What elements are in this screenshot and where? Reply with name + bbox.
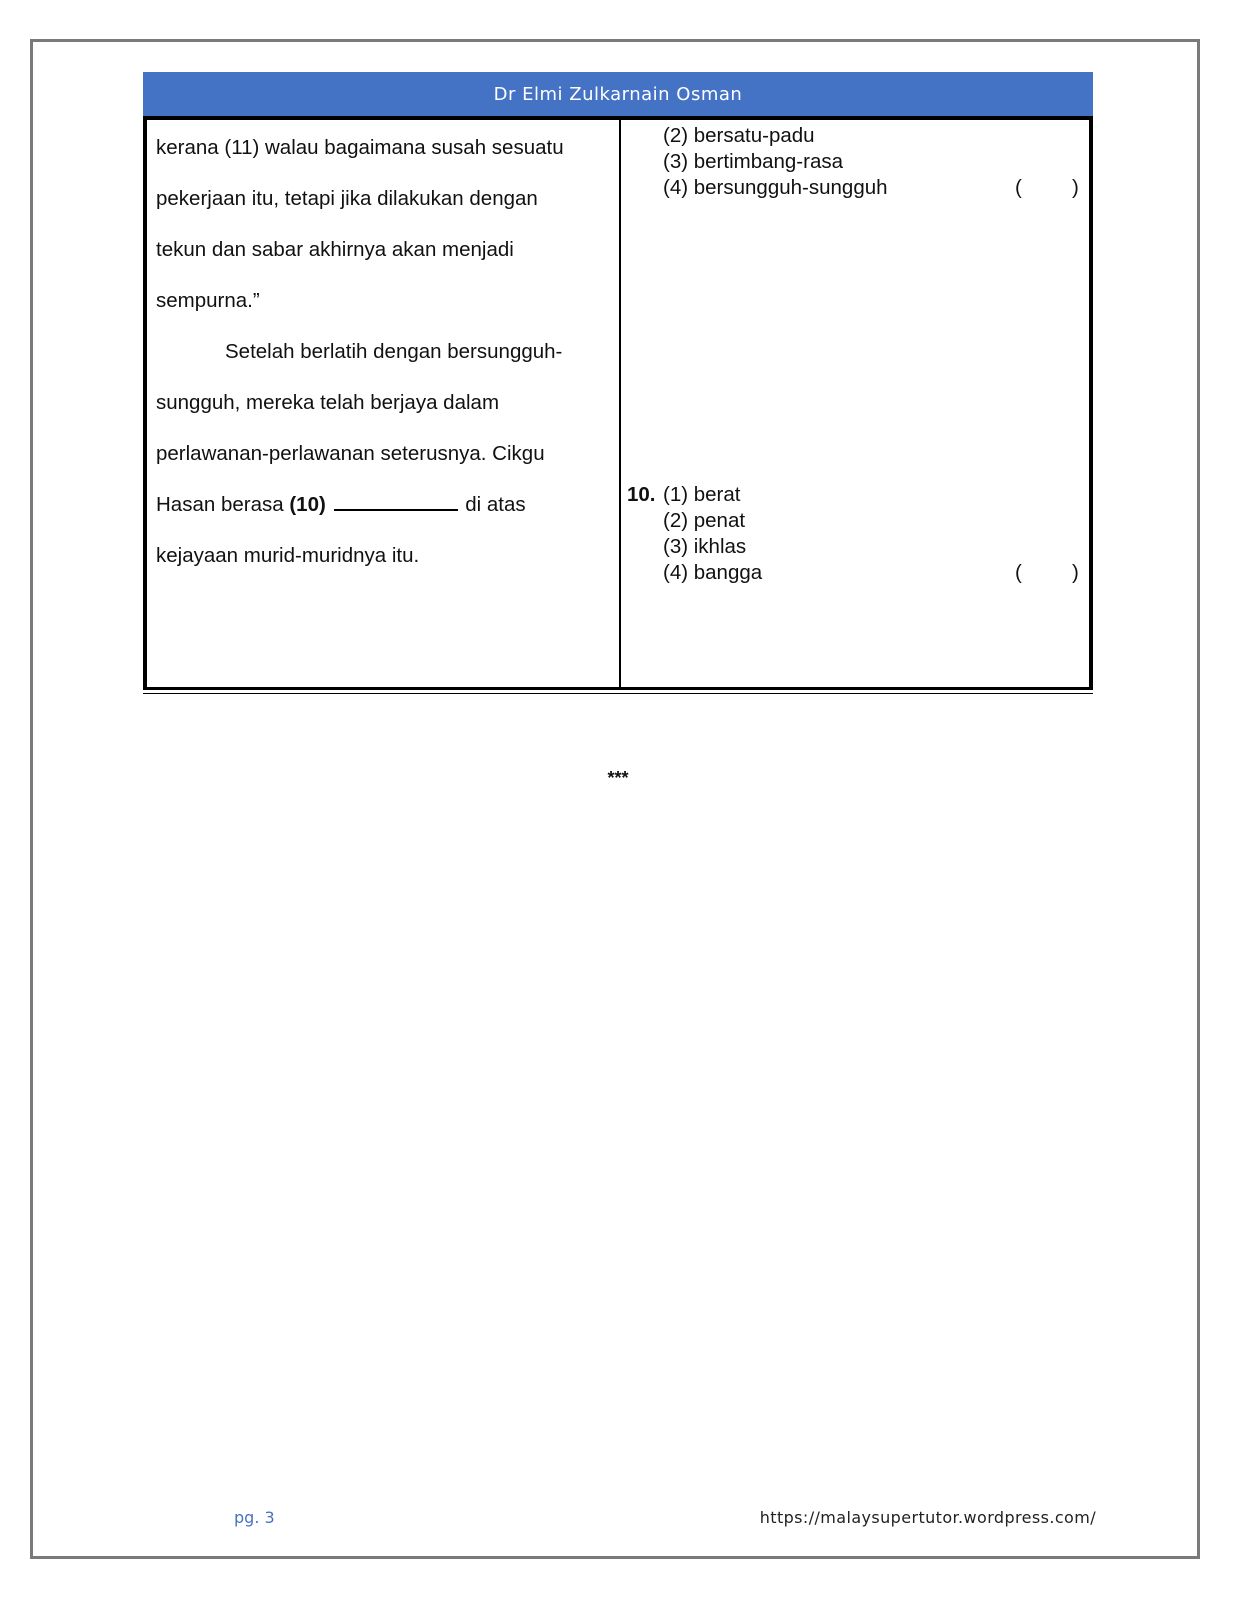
passage-line: kejayaan murid-muridnya itu. — [156, 544, 420, 567]
passage-line-indented — [156, 326, 606, 377]
passage-line: tekun dan sabar akhirnya akan menjadi — [156, 238, 514, 261]
option-row — [627, 560, 1087, 586]
passage-line: sungguh, mereka telah berjaya dalam — [156, 391, 500, 414]
header-title: Dr Elmi Zulkarnain Osman — [493, 83, 743, 105]
answer-paren-close: ) — [1072, 561, 1079, 584]
option-row — [627, 175, 1087, 201]
passage-line: kerana (11) walau bagaimana susah sesuatu — [156, 136, 564, 159]
option-text: (2) bersatu-padu — [663, 124, 815, 147]
option-text: (2) penat — [663, 509, 746, 532]
blank-prefix: Hasan berasa — [156, 493, 290, 516]
option-row — [627, 149, 1087, 175]
option-row — [627, 123, 1087, 149]
option-text: (4) bangga — [663, 561, 763, 584]
answer-blank — [334, 489, 458, 511]
header-bar — [143, 72, 1093, 116]
column-divider — [619, 120, 621, 687]
option-row — [627, 508, 1087, 534]
question-10-options — [627, 482, 1087, 586]
option-text: (3) bertimbang-rasa — [663, 150, 844, 173]
option-text: (4) bersungguh-sungguh — [663, 176, 888, 199]
answer-paren-open: ( — [1015, 176, 1022, 199]
blank-suffix: di atas — [459, 493, 526, 516]
section-separator: *** — [607, 768, 629, 788]
page-number: pg. 3 — [234, 1508, 275, 1527]
passage-line: Setelah berlatih dengan bersungguh- — [225, 340, 563, 363]
passage-line: sempurna.” — [156, 289, 260, 312]
option-row — [627, 534, 1087, 560]
question-number: 10. — [627, 483, 656, 506]
answer-paren-open: ( — [1015, 561, 1022, 584]
exercise-table — [143, 116, 1093, 690]
option-row — [627, 482, 1087, 508]
blank-number: (10) — [289, 493, 326, 516]
passage-line-with-blank — [156, 479, 606, 530]
previous-question-options — [627, 123, 1087, 201]
answer-paren-close: ) — [1072, 176, 1079, 199]
option-text: (3) ikhlas — [663, 535, 747, 558]
passage-line: pekerjaan itu, tetapi jika dilakukan dengan — [156, 187, 538, 210]
option-text: (1) berat — [663, 483, 741, 506]
passage-line: perlawanan-perlawanan seterusnya. Cikgu — [156, 442, 545, 465]
footer-url: https://malaysupertutor.wordpress.com/ — [759, 1508, 1096, 1527]
passage-text — [156, 122, 606, 581]
